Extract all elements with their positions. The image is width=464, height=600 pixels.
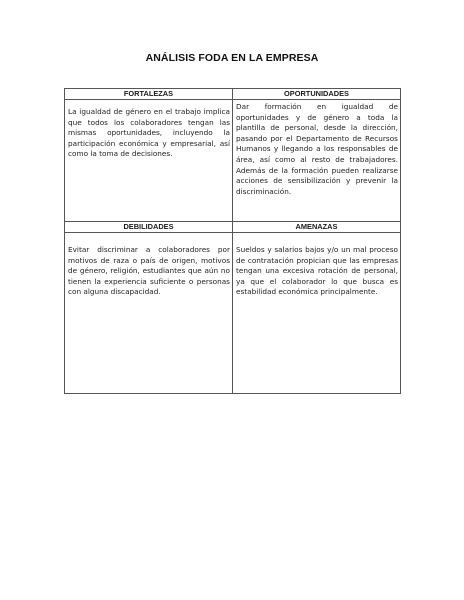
oportunidades-header: OPORTUNIDADES: [233, 89, 401, 100]
oportunidades-text: Dar formación en igualdad de oportunidades y de género a toda la plantilla de personal, desde la dirección, pasando por el Departamento de Recursos Humanos y llegando a los responsables de área, así como al resto de trabajadores. Además de la formación pueden realizarse acciones de sensibilización y prevenir la discriminación.: [233, 100, 401, 222]
amenazas-header: AMENAZAS: [233, 222, 401, 233]
foda-table: [64, 88, 401, 394]
debilidades-text: Evitar discriminar a colaboradores por motivos de raza o país de origen, motivos de género, religión, estudiantes que aún no tienen la experiencia suficiente o personas con alguna discapacidad.: [65, 233, 233, 394]
table-row-top: [65, 100, 401, 222]
table-header-row-bottom: [65, 222, 401, 233]
fortalezas-text: La igualdad de género en el trabajo implica que todos los colaboradores tengan las mismas oportunidades, incluyendo la participación económica y empresarial, así como la toma de decisiones.: [65, 100, 233, 222]
table-header-row-top: [65, 89, 401, 100]
debilidades-header: DEBILIDADES: [65, 222, 233, 233]
amenazas-text: Sueldos y salarios bajos y/o un mal proceso de contratación propician que las empresas tengan una excesiva rotación de personal, ya que el colaborador lo que busca es estabilidad económica principalmente.: [233, 233, 401, 394]
page-title: ANÁLISIS FODA EN LA EMPRESA: [145, 52, 319, 64]
table-row-bottom: [65, 233, 401, 394]
fortalezas-header: FORTALEZAS: [65, 89, 233, 100]
